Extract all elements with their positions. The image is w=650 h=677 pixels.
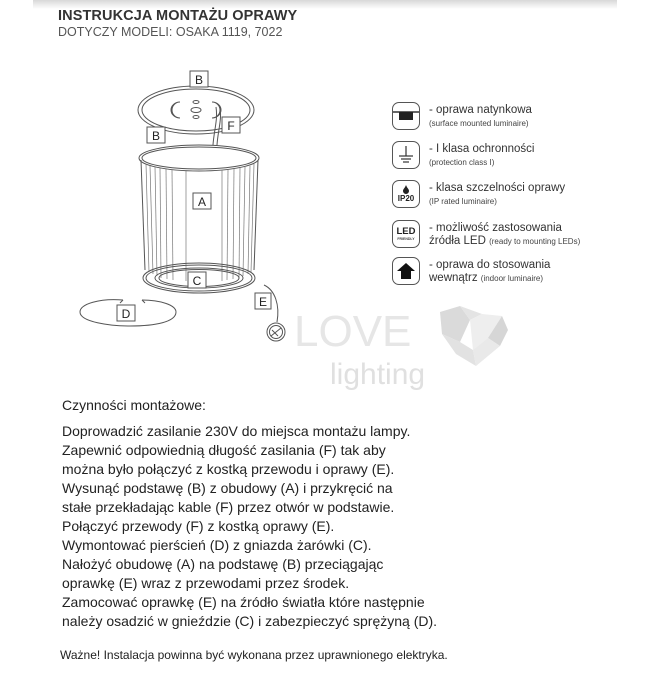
ip20-icon-text: IP20	[397, 194, 415, 203]
legend-text-indoor-2: wewnątrz	[429, 272, 478, 284]
instruction-line: można było połączyć z kostką przewodu i oprawy (E).	[62, 461, 395, 477]
label-f: F	[227, 119, 235, 133]
label-b-side: B	[151, 129, 161, 143]
legend-text-led: - możliwość zastosowania	[429, 222, 562, 234]
indoor-house-icon	[392, 257, 420, 285]
legend-item-indoor	[392, 257, 642, 295]
instruction-line: Doprowadzić zasilanie 230V do miejsca montażu lampy.	[62, 423, 411, 439]
label-c: C	[192, 274, 202, 288]
legend-sub-led: (ready to mounting LEDs)	[489, 237, 581, 246]
legend-sub-indoor: (indoor luminaire)	[480, 274, 544, 283]
surface-mounted-icon	[392, 102, 420, 130]
label-a: A	[197, 195, 207, 209]
legend-sub-surface: (surface mounted luminaire)	[429, 119, 529, 128]
page-title: INSTRUKCJA MONTAŻU OPRAWY	[58, 8, 298, 24]
watermark-brand-top: LOVE	[294, 307, 412, 356]
legend-text-indoor: - oprawa do stosowania	[429, 259, 551, 271]
legend-text-led-2: źródła LED	[429, 235, 486, 247]
legend-item-protection	[392, 141, 642, 179]
legend-sub-ip20: (IP rated luminaire)	[429, 197, 497, 206]
watermark-heart-icon	[440, 306, 508, 366]
led-friendly-icon	[392, 220, 420, 248]
legend-sub-protection: (protection class I)	[429, 158, 495, 167]
instruction-line: Zapewnić odpowiednią długość zasilania (F) tak aby	[62, 442, 386, 458]
instruction-line: stałe przekładając kable (F) przez otwór w podstawie.	[62, 499, 395, 515]
page-subtitle: DOTYCZY MODELI: OSAKA 1119, 7022	[58, 25, 283, 39]
label-b-top: B	[194, 73, 204, 87]
instructions-heading: Czynności montażowe:	[62, 397, 206, 413]
instructions-list	[62, 422, 437, 631]
label-d: D	[121, 307, 131, 321]
instruction-line: Nałożyć obudowę (A) na podstawę (B) przeciągając	[62, 556, 384, 572]
led-icon-text: LED	[396, 225, 416, 237]
instruction-line: Wymontować pierścień (D) z gniazda żarówki (C).	[62, 537, 372, 553]
legend-item-ip20	[392, 180, 642, 218]
legend-text-surface: - oprawa natynkowa	[429, 104, 532, 116]
watermark-brand-bottom: lighting	[330, 358, 426, 391]
legend-item-led	[392, 220, 642, 258]
legend-text-protection: - I klasa ochronności	[429, 143, 535, 155]
led-icon-subtext: FRIENDLY	[397, 236, 415, 241]
assembly-diagram	[0, 60, 380, 380]
instruction-line: oprawkę (E) wraz z przewodami przez środek.	[62, 575, 350, 591]
important-note: Ważne! Instalacja powinna być wykonana przez uprawnionego elektryka.	[60, 648, 448, 662]
housing-drawing	[139, 145, 259, 293]
instruction-line: należy osadzić w gnieździe (C) i zabezpieczyć sprężyną (D).	[62, 613, 438, 629]
instruction-line: Zamocować oprawkę (E) na źródło światła które następnie	[62, 594, 425, 610]
label-e: E	[258, 295, 268, 309]
ground-protection-icon	[392, 141, 420, 169]
legend-item-surface	[392, 102, 642, 140]
ip20-icon	[392, 180, 420, 208]
instruction-line: Wysunąć podstawę (B) z obudowy (A) i przykręcić na	[62, 480, 393, 496]
instruction-line: Połączyć przewody (F) z kostką oprawy (E).	[62, 518, 335, 534]
legend-text-ip20: - klasa szczelności oprawy	[429, 182, 566, 194]
